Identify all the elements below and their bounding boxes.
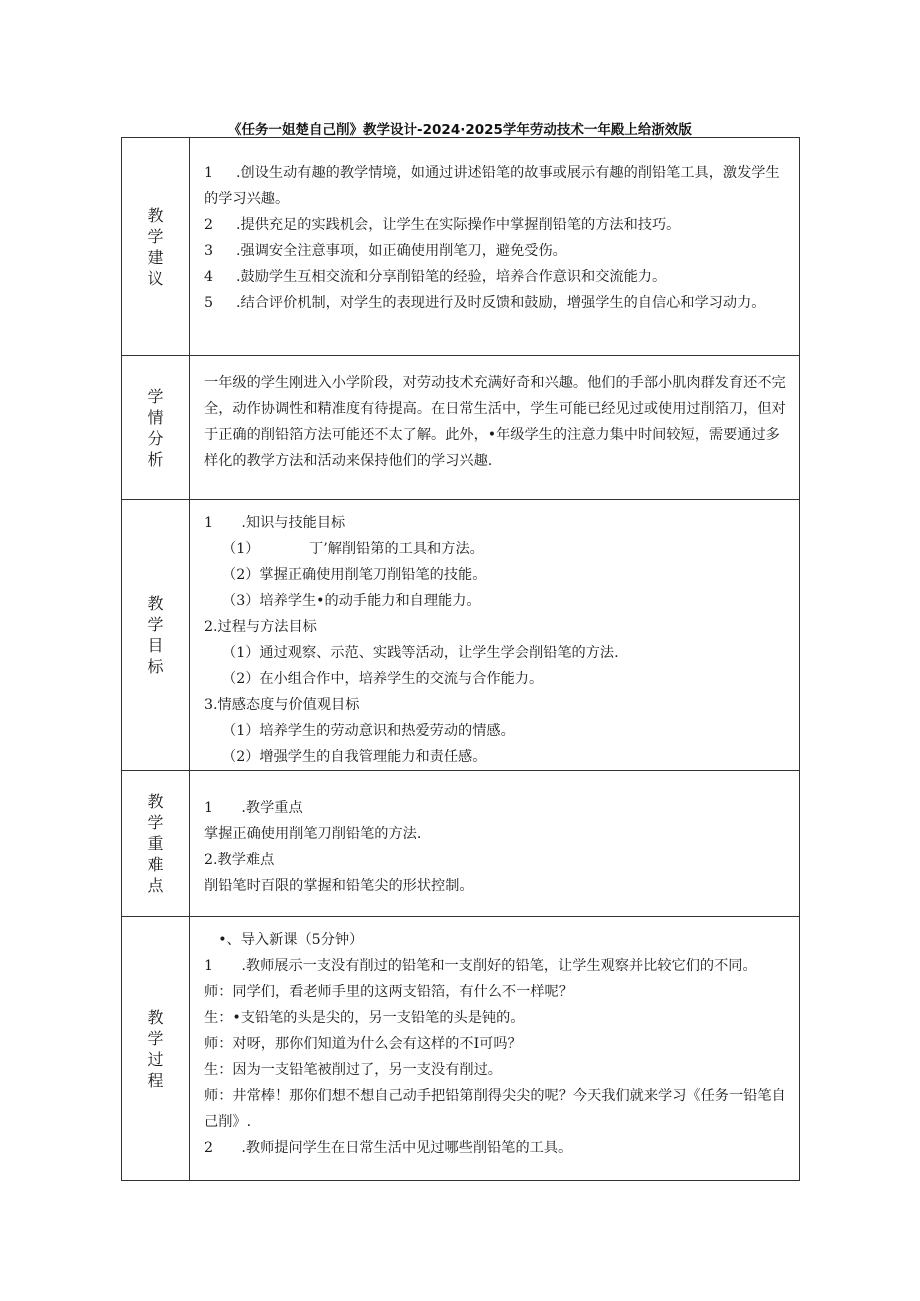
list-item: 2 .提供充足的实践机会，让学生在实际操作中掌握削铅笔的方法和技巧。 [204,217,681,233]
row-label-cell [122,356,190,500]
process-line: •、导入新课（5分钟） [204,932,364,948]
document-title: 《任务一姐楚自己削》教学设计-2024·2025学年劳动技术一年殿上给浙效版 [228,122,692,138]
objective-item: （1） 丁’解削铅第的工具和方法。 [222,541,484,557]
row-label: 学情分析 [147,386,164,469]
process-line: 生：因为一支铅笔被削过了，另一支没有削过。 [204,1062,502,1078]
objective-item: （1）通过观察、示范、实践等活动，让学生学会削铅笔的方法. [222,645,619,661]
row-label-cell [122,917,190,1181]
row-learner-analysis [122,356,800,500]
row-content [190,771,800,917]
row-key-difficult-points [122,771,800,917]
objective-item: （3）培养学生•的动手能力和自理能力。 [222,593,481,609]
key-point-line: 掌握正确使用削笔刀削铅笔的方法. [204,826,422,842]
process-line: 师：同学们，看老师手里的这两支铅箔，有什么不一样呢？ [204,984,573,1000]
process-line: 2 .教师提问学生在日常生活中见过哪些削铅笔的工具。 [204,1140,573,1156]
objective-heading: 2.过程与方法目标 [204,619,317,635]
key-point-line: 1 .教学重点 [204,800,303,816]
lesson-plan-table [121,137,800,1181]
process-line: 生：•支铅笔的头是尖的，另一支铅笔的头是钝的。 [204,1010,525,1026]
list-item: 4 .鼓励学生互相交流和分享削铅笔的经验，培养合作意识和交流能力。 [204,269,667,285]
row-content [190,500,800,771]
row-label-cell [122,500,190,771]
row-content [190,917,800,1181]
row-label: 教学目标 [147,594,164,676]
row-label-cell [122,138,190,356]
analysis-paragraph: 一年级的学生刚进入小学阶段，对劳动技术充满好奇和兴趣。他们的手部小肌肉群发育还不完全，动作协调性和精准度有待提高。在日常生活中，学生可能已经见过或使用过削箔刀，但对于正确的削铅箔方法可能还不太了解。此外，•年级学生的注意力集中时间较短，需要通过多样化的教学方法和活动来保持他们的学习兴趣. [204,375,786,469]
row-teaching-process [122,917,800,1181]
process-line: 1 .教师展示一支没有削过的铅笔和一支削好的铅笔，让学生观察并比较它们的不同。 [204,958,757,974]
key-point-line: 2.教学难点 [204,852,275,868]
objective-item: （1）培养学生的劳动意识和热爱劳动的情感。 [222,723,515,739]
row-content [190,138,800,356]
row-teaching-objectives [122,500,800,771]
objective-item: （2）增强学生的自我管理能力和责任感。 [222,749,487,765]
objective-item: （2）掌握正确使用削笔刀削铅笔的技能。 [222,567,487,583]
list-item: 3 .强调安全注意事项，如正确使用削笔刀，避免受伤。 [204,243,567,259]
objective-heading: 1 .知识与技能目标 [204,515,346,531]
key-point-line: 削铅笔时百限的掌握和铅笔尖的形状控制。 [204,878,474,894]
process-line: 师：对呀，那你们知道为什么会有这样的不I可吗？ [204,1036,522,1052]
row-content [190,356,800,500]
row-label: 教学建议 [147,205,164,288]
objective-heading: 3.情感态度与价值观目标 [204,697,360,713]
process-line: 师：井常棒！那你们想不想自己动手把铅第削得尖尖的呢？今天我们就来学习《任务一铅笔自己削》. [204,1088,786,1130]
row-label-cell [122,771,190,917]
row-label: 教学过程 [147,1007,164,1090]
objective-item: （2）在小组合作中，培养学生的交流与合作能力。 [222,671,544,687]
list-item: 5 .结合评价机制，对学生的表现进行及时反馈和鼓励，增强学生的自信心和学习动力。 [204,295,766,311]
row-teaching-suggestions [122,138,800,356]
row-label: 教学重难点 [147,792,164,895]
list-item: 1 .创设生动有趣的教学情境，如通过讲述铅笔的故事或展示有趣的削铅笔工具，激发学生的学习兴趣。 [204,165,780,207]
